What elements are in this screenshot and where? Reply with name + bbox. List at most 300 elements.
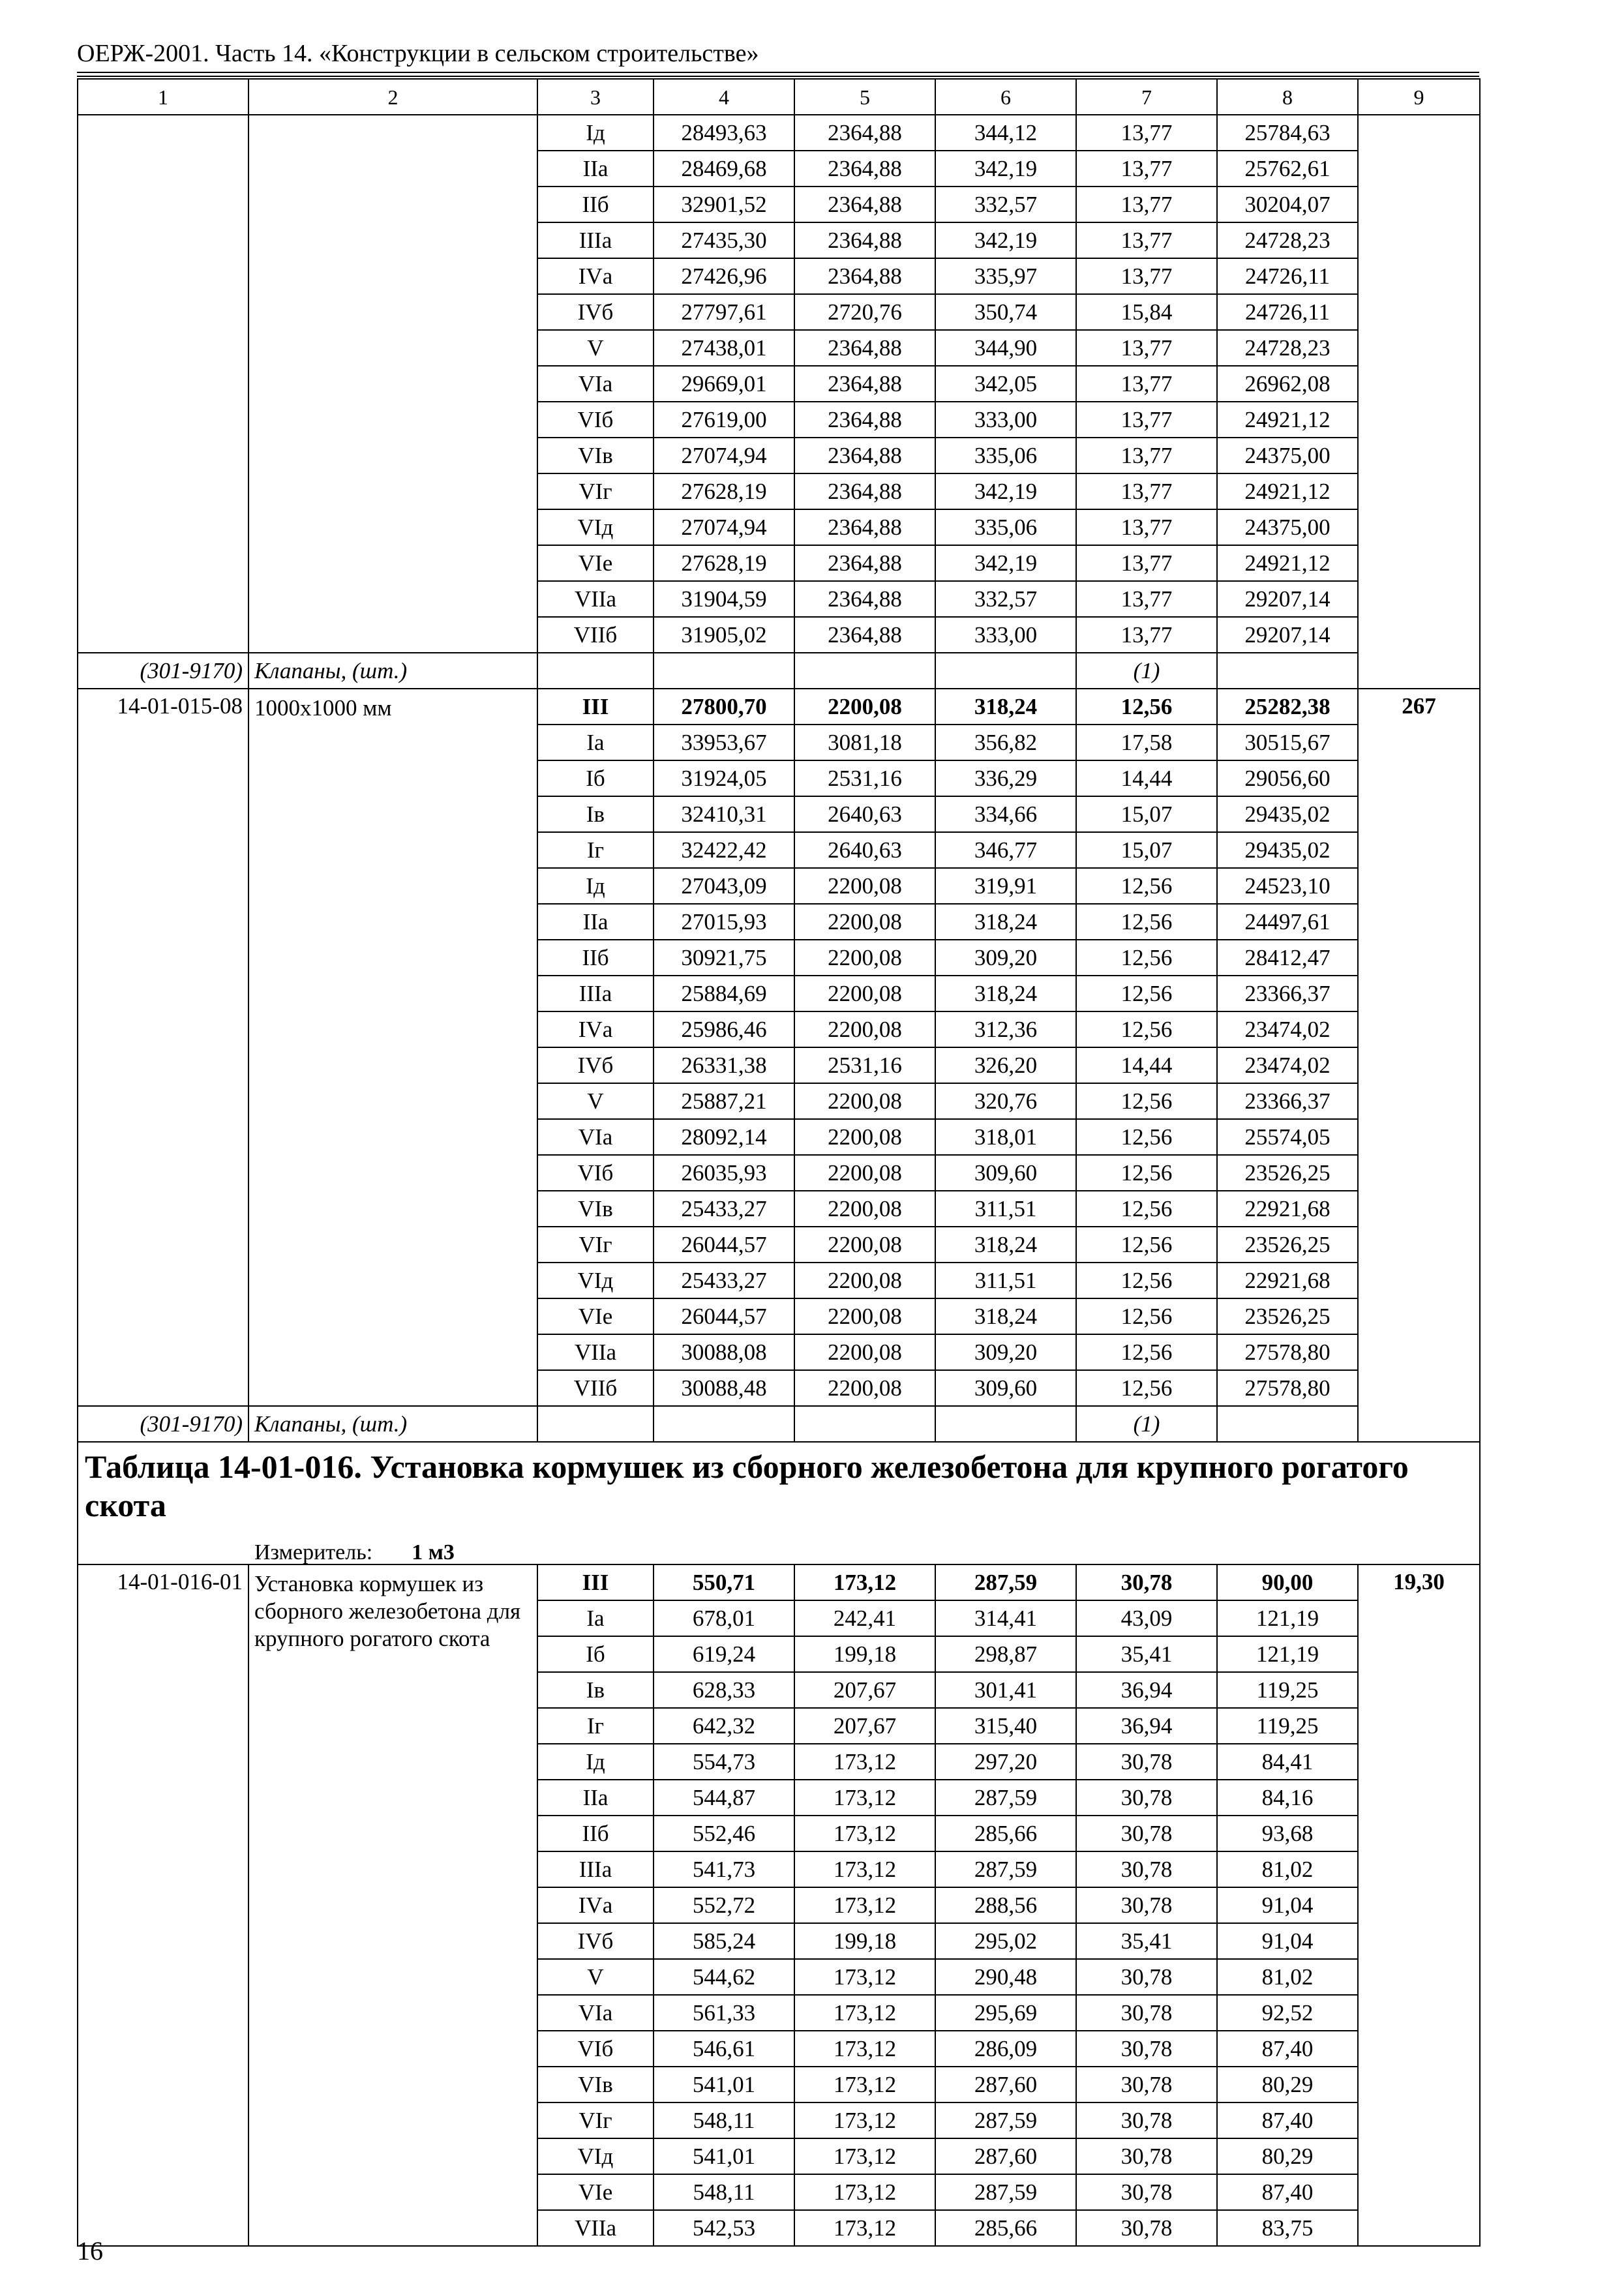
value-cell: 90,00: [1217, 1564, 1358, 1600]
value-cell: 24523,10: [1217, 868, 1358, 904]
value-cell: 24728,23: [1217, 222, 1358, 258]
value-cell: 295,02: [935, 1923, 1076, 1959]
value-cell: 29207,14: [1217, 617, 1358, 653]
value-cell: 2364,88: [794, 115, 935, 151]
value-cell: 13,77: [1076, 617, 1217, 653]
value-cell: 312,36: [935, 1011, 1076, 1047]
value-cell: 14,44: [1076, 1047, 1217, 1083]
value-cell: 173,12: [794, 1780, 935, 1816]
value-cell: 2200,08: [794, 1155, 935, 1191]
zone-cell: Iг: [537, 832, 654, 868]
value-cell: 12,56: [1076, 976, 1217, 1011]
value-cell: 35,41: [1076, 1636, 1217, 1672]
value-cell: 2364,88: [794, 438, 935, 473]
value-cell: 544,62: [654, 1959, 794, 1995]
value-cell: 33953,67: [654, 725, 794, 760]
value-cell: 13,77: [1076, 509, 1217, 545]
value-cell: 173,12: [794, 1744, 935, 1780]
value-cell: 92,52: [1217, 1995, 1358, 2031]
column-number-row: [78, 79, 1480, 115]
value-cell: 25887,21: [654, 1083, 794, 1119]
value-cell: 29056,60: [1217, 760, 1358, 796]
zone-cell: IVа: [537, 1011, 654, 1047]
value-cell: 30921,75: [654, 940, 794, 976]
value-cell: 554,73: [654, 1744, 794, 1780]
zone-cell: VIIб: [537, 1370, 654, 1406]
zone-cell: VIд: [537, 1263, 654, 1298]
value-cell: 91,04: [1217, 1923, 1358, 1959]
zone-cell: III: [537, 689, 654, 725]
value-cell: 30,78: [1076, 2031, 1217, 2067]
value-cell: 43,09: [1076, 1600, 1217, 1636]
zone-cell: IIа: [537, 904, 654, 940]
value-cell: 2531,16: [794, 1047, 935, 1083]
value-cell: 119,25: [1217, 1708, 1358, 1744]
value-cell: 342,19: [935, 473, 1076, 509]
value-cell: 80,29: [1217, 2138, 1358, 2174]
value-cell: 2200,08: [794, 1298, 935, 1334]
column-number: 1: [78, 79, 248, 115]
value-cell: 2200,08: [794, 1119, 935, 1155]
table-title-cell: [78, 1442, 1480, 1564]
zone-cell: VIе: [537, 545, 654, 581]
value-cell: 30,78: [1076, 2210, 1217, 2246]
value-cell: 28493,63: [654, 115, 794, 151]
zone-cell: VIа: [537, 1995, 654, 2031]
value-cell: 333,00: [935, 402, 1076, 438]
zone-cell: Iб: [537, 1636, 654, 1672]
value-cell: 87,40: [1217, 2102, 1358, 2138]
value-cell: 297,20: [935, 1744, 1076, 1780]
value-cell: 298,87: [935, 1636, 1076, 1672]
value-cell: 318,24: [935, 1227, 1076, 1263]
value-cell: 24726,11: [1217, 294, 1358, 330]
zone-cell: Iв: [537, 1672, 654, 1708]
resource-code: (301-9170): [78, 1406, 248, 1442]
value-cell: 2364,88: [794, 258, 935, 294]
value-cell: 121,19: [1217, 1636, 1358, 1672]
description-cell: [248, 115, 537, 653]
header-rule-secondary: [77, 76, 1479, 77]
zone-cell: IIб: [537, 1816, 654, 1851]
zone-cell: VIг: [537, 2102, 654, 2138]
resource-value: (1): [1076, 653, 1217, 689]
table-row-main: [78, 1564, 1480, 1600]
value-cell: 84,41: [1217, 1744, 1358, 1780]
zone-cell: VIг: [537, 1227, 654, 1263]
value-cell: 27074,94: [654, 509, 794, 545]
value-cell: 119,25: [1217, 1672, 1358, 1708]
value-cell: 288,56: [935, 1887, 1076, 1923]
value-cell: 342,19: [935, 151, 1076, 187]
value-cell: 2200,08: [794, 1011, 935, 1047]
zone-cell: VIд: [537, 509, 654, 545]
value-cell: 173,12: [794, 1995, 935, 2031]
column-number: 7: [1076, 79, 1217, 115]
value-cell: 83,75: [1217, 2210, 1358, 2246]
value-cell: 26962,08: [1217, 366, 1358, 402]
code-cell: [78, 115, 248, 653]
empty-cell: [537, 653, 654, 689]
value-cell: 173,12: [794, 2138, 935, 2174]
value-cell: 2364,88: [794, 222, 935, 258]
value-cell: 290,48: [935, 1959, 1076, 1995]
value-cell: 548,11: [654, 2174, 794, 2210]
zone-cell: VIв: [537, 438, 654, 473]
zone-cell: VIв: [537, 2067, 654, 2102]
value-cell: 2364,88: [794, 545, 935, 581]
value-cell: 207,67: [794, 1708, 935, 1744]
value-cell: 2200,08: [794, 976, 935, 1011]
zone-cell: VIIа: [537, 1334, 654, 1370]
empty-cell: [935, 1406, 1076, 1442]
value-cell: 27619,00: [654, 402, 794, 438]
value-cell: 287,59: [935, 1851, 1076, 1887]
value-cell: 335,06: [935, 438, 1076, 473]
description-cell: 1000х1000 мм: [248, 689, 537, 1406]
value-cell: 2364,88: [794, 366, 935, 402]
value-cell: 2200,08: [794, 1227, 935, 1263]
value-cell: 25986,46: [654, 1011, 794, 1047]
value-cell: 30,78: [1076, 1564, 1217, 1600]
zone-cell: V: [537, 1959, 654, 1995]
value-cell: 309,20: [935, 1334, 1076, 1370]
header-rule: [77, 72, 1479, 73]
value-cell: 31924,05: [654, 760, 794, 796]
value-cell: 2200,08: [794, 1191, 935, 1227]
value-cell: 27043,09: [654, 868, 794, 904]
value-cell: 173,12: [794, 1816, 935, 1851]
zone-cell: V: [537, 1083, 654, 1119]
value-cell: 84,16: [1217, 1780, 1358, 1816]
value-cell: 27797,61: [654, 294, 794, 330]
value-cell: 30,78: [1076, 1851, 1217, 1887]
value-cell: 26044,57: [654, 1227, 794, 1263]
value-cell: 30,78: [1076, 2067, 1217, 2102]
zone-cell: IVа: [537, 1887, 654, 1923]
value-cell: 2200,08: [794, 1334, 935, 1370]
value-cell: 28092,14: [654, 1119, 794, 1155]
column-number: 5: [794, 79, 935, 115]
value-cell: 23474,02: [1217, 1047, 1358, 1083]
value-cell: 27800,70: [654, 689, 794, 725]
value-cell: 81,02: [1217, 1851, 1358, 1887]
value-cell: 31905,02: [654, 617, 794, 653]
value-cell: 13,77: [1076, 258, 1217, 294]
value-cell: 15,84: [1076, 294, 1217, 330]
zone-cell: VIб: [537, 402, 654, 438]
labor-cell: 19,30: [1358, 1564, 1480, 2246]
value-cell: 27578,80: [1217, 1334, 1358, 1370]
zone-cell: Iд: [537, 115, 654, 151]
value-cell: 550,71: [654, 1564, 794, 1600]
value-cell: 2200,08: [794, 1370, 935, 1406]
value-cell: 28469,68: [654, 151, 794, 187]
value-cell: 356,82: [935, 725, 1076, 760]
value-cell: 173,12: [794, 2067, 935, 2102]
value-cell: 30,78: [1076, 1744, 1217, 1780]
empty-cell: [654, 1406, 794, 1442]
value-cell: 13,77: [1076, 545, 1217, 581]
value-cell: 552,46: [654, 1816, 794, 1851]
value-cell: 27426,96: [654, 258, 794, 294]
value-cell: 30088,08: [654, 1334, 794, 1370]
empty-cell: [537, 1406, 654, 1442]
value-cell: 25762,61: [1217, 151, 1358, 187]
value-cell: 319,91: [935, 868, 1076, 904]
value-cell: 26331,38: [654, 1047, 794, 1083]
table-row-main: [78, 689, 1480, 725]
value-cell: 30088,48: [654, 1370, 794, 1406]
value-cell: 30,78: [1076, 1780, 1217, 1816]
table-row: [78, 115, 1480, 151]
value-cell: 24726,11: [1217, 258, 1358, 294]
zone-cell: VIб: [537, 1155, 654, 1191]
value-cell: 13,77: [1076, 330, 1217, 366]
zone-cell: V: [537, 330, 654, 366]
value-cell: 12,56: [1076, 904, 1217, 940]
value-cell: 91,04: [1217, 1887, 1358, 1923]
empty-cell: [935, 653, 1076, 689]
zone-cell: VIе: [537, 2174, 654, 2210]
value-cell: 12,56: [1076, 1227, 1217, 1263]
value-cell: 87,40: [1217, 2031, 1358, 2067]
value-cell: 13,77: [1076, 187, 1217, 222]
value-cell: 12,56: [1076, 1083, 1217, 1119]
value-cell: 2364,88: [794, 473, 935, 509]
value-cell: 13,77: [1076, 115, 1217, 151]
meter-value: 1 м3: [412, 1540, 455, 1564]
value-cell: 2200,08: [794, 1083, 935, 1119]
value-cell: 173,12: [794, 2174, 935, 2210]
value-cell: 2364,88: [794, 617, 935, 653]
value-cell: 25433,27: [654, 1191, 794, 1227]
value-cell: 12,56: [1076, 1370, 1217, 1406]
value-cell: 30204,07: [1217, 187, 1358, 222]
value-cell: 80,29: [1217, 2067, 1358, 2102]
value-cell: 335,97: [935, 258, 1076, 294]
zone-cell: IVб: [537, 294, 654, 330]
table-title-row: [78, 1442, 1480, 1564]
value-cell: 541,01: [654, 2138, 794, 2174]
value-cell: 23526,25: [1217, 1227, 1358, 1263]
value-cell: 318,24: [935, 904, 1076, 940]
value-cell: 36,94: [1076, 1672, 1217, 1708]
value-cell: 25433,27: [654, 1263, 794, 1298]
resource-label: Клапаны, (шт.): [248, 653, 537, 689]
value-cell: 2364,88: [794, 151, 935, 187]
value-cell: 13,77: [1076, 366, 1217, 402]
value-cell: 199,18: [794, 1636, 935, 1672]
value-cell: 344,90: [935, 330, 1076, 366]
table-title: Таблица 14-01-016. Установка кормушек из сборного железобетона для крупного рогатого скота: [85, 1448, 1409, 1523]
value-cell: 27015,93: [654, 904, 794, 940]
value-cell: 2364,88: [794, 330, 935, 366]
value-cell: 2364,88: [794, 402, 935, 438]
value-cell: 24921,12: [1217, 402, 1358, 438]
value-cell: 25784,63: [1217, 115, 1358, 151]
code-cell: 14-01-016-01: [78, 1564, 248, 2246]
value-cell: 350,74: [935, 294, 1076, 330]
value-cell: 318,24: [935, 976, 1076, 1011]
column-number: 2: [248, 79, 537, 115]
value-cell: 199,18: [794, 1923, 935, 1959]
value-cell: 31904,59: [654, 581, 794, 617]
value-cell: 24375,00: [1217, 438, 1358, 473]
value-cell: 12,56: [1076, 1263, 1217, 1298]
value-cell: 309,60: [935, 1370, 1076, 1406]
zone-cell: Iб: [537, 760, 654, 796]
value-cell: 628,33: [654, 1672, 794, 1708]
value-cell: 12,56: [1076, 1191, 1217, 1227]
value-cell: 27438,01: [654, 330, 794, 366]
value-cell: 3081,18: [794, 725, 935, 760]
value-cell: 26044,57: [654, 1298, 794, 1334]
value-cell: 552,72: [654, 1887, 794, 1923]
value-cell: 87,40: [1217, 2174, 1358, 2210]
value-cell: 315,40: [935, 1708, 1076, 1744]
value-cell: 17,58: [1076, 725, 1217, 760]
value-cell: 23366,37: [1217, 1083, 1358, 1119]
zone-cell: IIа: [537, 151, 654, 187]
column-number: 9: [1358, 79, 1480, 115]
page-header-title: ОЕРЖ-2001. Часть 14. «Конструкции в сельском строительстве»: [77, 40, 759, 67]
value-cell: 12,56: [1076, 940, 1217, 976]
value-cell: 24921,12: [1217, 473, 1358, 509]
value-cell: 2364,88: [794, 509, 935, 545]
note-row: [78, 653, 1480, 689]
value-cell: 27578,80: [1217, 1370, 1358, 1406]
value-cell: 544,87: [654, 1780, 794, 1816]
value-cell: 2200,08: [794, 904, 935, 940]
value-cell: 27074,94: [654, 438, 794, 473]
value-cell: 26035,93: [654, 1155, 794, 1191]
value-cell: 173,12: [794, 1851, 935, 1887]
value-cell: 22921,68: [1217, 1263, 1358, 1298]
description-cell: Установка кормушек из сборного железобетона для крупного рогатого скота: [248, 1564, 537, 2246]
value-cell: 678,01: [654, 1600, 794, 1636]
zone-cell: VIв: [537, 1191, 654, 1227]
value-cell: 29435,02: [1217, 796, 1358, 832]
value-cell: 318,24: [935, 1298, 1076, 1334]
zone-cell: VIIа: [537, 2210, 654, 2246]
value-cell: 2640,63: [794, 796, 935, 832]
zone-cell: Iа: [537, 1600, 654, 1636]
value-cell: 318,01: [935, 1119, 1076, 1155]
note-row: [78, 1406, 1480, 1442]
value-cell: 318,24: [935, 689, 1076, 725]
zone-cell: IIа: [537, 1780, 654, 1816]
value-cell: 173,12: [794, 2102, 935, 2138]
resource-label: Клапаны, (шт.): [248, 1406, 537, 1442]
value-cell: 12,56: [1076, 689, 1217, 725]
value-cell: 23366,37: [1217, 976, 1358, 1011]
value-cell: 13,77: [1076, 581, 1217, 617]
value-cell: 619,24: [654, 1636, 794, 1672]
value-cell: 25282,38: [1217, 689, 1358, 725]
value-cell: 24375,00: [1217, 509, 1358, 545]
value-cell: 30,78: [1076, 2174, 1217, 2210]
value-cell: 32410,31: [654, 796, 794, 832]
value-cell: 12,56: [1076, 1334, 1217, 1370]
value-cell: 30,78: [1076, 1995, 1217, 2031]
value-cell: 32901,52: [654, 187, 794, 222]
value-cell: 30,78: [1076, 1959, 1217, 1995]
value-cell: 2200,08: [794, 1263, 935, 1298]
value-cell: 301,41: [935, 1672, 1076, 1708]
value-cell: 22921,68: [1217, 1191, 1358, 1227]
value-cell: 27628,19: [654, 545, 794, 581]
value-cell: 24921,12: [1217, 545, 1358, 581]
value-cell: 2364,88: [794, 581, 935, 617]
empty-cell: [794, 1406, 935, 1442]
value-cell: 309,20: [935, 940, 1076, 976]
value-cell: 36,94: [1076, 1708, 1217, 1744]
zone-cell: Iг: [537, 1708, 654, 1744]
value-cell: 173,12: [794, 1959, 935, 1995]
value-cell: 342,05: [935, 366, 1076, 402]
value-cell: 35,41: [1076, 1923, 1217, 1959]
value-cell: 28412,47: [1217, 940, 1358, 976]
rates-table: [77, 78, 1481, 2247]
resource-value: (1): [1076, 1406, 1217, 1442]
value-cell: 320,76: [935, 1083, 1076, 1119]
value-cell: 13,77: [1076, 438, 1217, 473]
zone-cell: IIб: [537, 940, 654, 976]
value-cell: 2531,16: [794, 760, 935, 796]
value-cell: 2640,63: [794, 832, 935, 868]
value-cell: 24728,23: [1217, 330, 1358, 366]
value-cell: 342,19: [935, 222, 1076, 258]
value-cell: 29669,01: [654, 366, 794, 402]
value-cell: 546,61: [654, 2031, 794, 2067]
value-cell: 2720,76: [794, 294, 935, 330]
value-cell: 346,77: [935, 832, 1076, 868]
value-cell: 23526,25: [1217, 1298, 1358, 1334]
value-cell: 12,56: [1076, 1011, 1217, 1047]
value-cell: 344,12: [935, 115, 1076, 151]
meter-line: [85, 1542, 1473, 1564]
value-cell: 23474,02: [1217, 1011, 1358, 1047]
value-cell: 585,24: [654, 1923, 794, 1959]
column-number: 8: [1217, 79, 1358, 115]
value-cell: 121,19: [1217, 1600, 1358, 1636]
zone-cell: Iд: [537, 1744, 654, 1780]
value-cell: 285,66: [935, 2210, 1076, 2246]
value-cell: 12,56: [1076, 868, 1217, 904]
empty-cell: [794, 653, 935, 689]
value-cell: 287,60: [935, 2138, 1076, 2174]
value-cell: 326,20: [935, 1047, 1076, 1083]
zone-cell: VIа: [537, 1119, 654, 1155]
value-cell: 286,09: [935, 2031, 1076, 2067]
zone-cell: Iа: [537, 725, 654, 760]
value-cell: 29435,02: [1217, 832, 1358, 868]
value-cell: 2200,08: [794, 689, 935, 725]
value-cell: 2364,88: [794, 187, 935, 222]
value-cell: 12,56: [1076, 1298, 1217, 1334]
value-cell: 2200,08: [794, 940, 935, 976]
empty-cell: [654, 653, 794, 689]
value-cell: 23526,25: [1217, 1155, 1358, 1191]
value-cell: 287,59: [935, 1780, 1076, 1816]
value-cell: 548,11: [654, 2102, 794, 2138]
labor-cell: 267: [1358, 689, 1480, 1442]
value-cell: 30,78: [1076, 1816, 1217, 1851]
zone-cell: VIа: [537, 366, 654, 402]
zone-cell: VIг: [537, 473, 654, 509]
zone-cell: III: [537, 1564, 654, 1600]
